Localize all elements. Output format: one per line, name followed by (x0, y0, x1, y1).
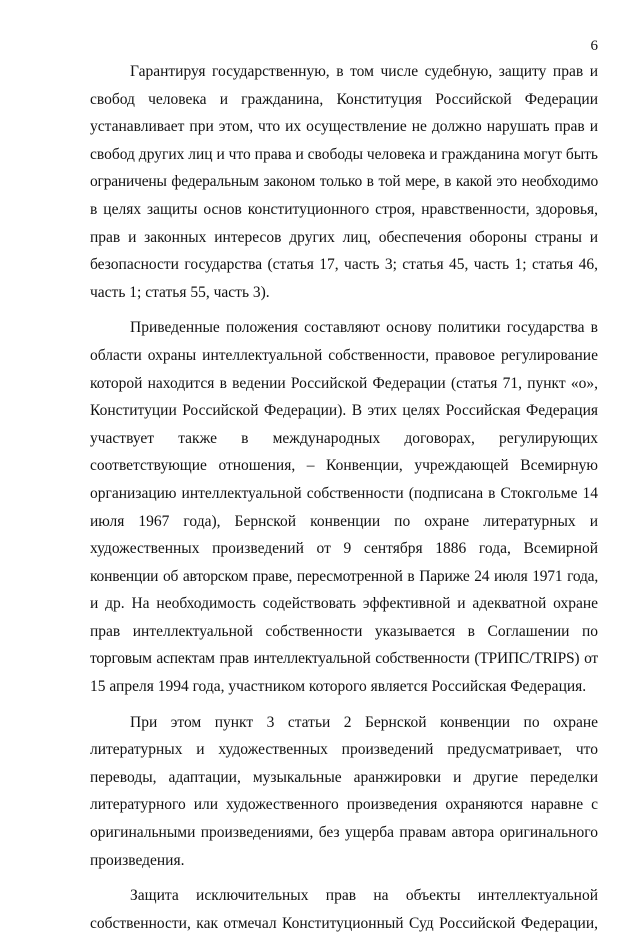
text-line: собственности, как отмечал Конституционный Суд Российской Федерации, (90, 914, 598, 932)
text-line: июля 1967 года), Бернской конвенции по охране литературных и (90, 512, 598, 530)
text-line: свобод других лиц и что права и свободы человека и гражданина могут быть (90, 145, 598, 163)
document-body (90, 58, 598, 937)
text-line: произведения. (90, 851, 185, 869)
text-line: литературных и художественных произведений предусматривает, что (90, 741, 598, 759)
text-line: свобод человека и гражданина, Конституция Российской Федерации (90, 90, 598, 108)
text-line: переводы, адаптации, музыкальные аранжировки и другие переделки (90, 768, 598, 786)
text-line: прав и законных интересов других лиц, обеспечения обороны страны и (90, 228, 598, 246)
page-number: 6 (590, 38, 598, 54)
text-line: которой находится в ведении Российской Федерации (статья 71, пункт «о», (90, 374, 598, 392)
paragraph (90, 314, 598, 700)
text-line: ограничены федеральным законом только в той мере, в какой это необходимо (90, 173, 598, 191)
text-line: Приведенные положения составляют основу политики государства в (130, 319, 598, 337)
text-line: соответствующие отношения, – Конвенции, учреждающей Всемирную (90, 457, 598, 475)
text-line: торговым аспектам прав интеллектуальной собственности (ТРИПС/TRIPS) от (90, 650, 598, 668)
paragraph (90, 882, 598, 937)
text-line: устанавливает при этом, что их осуществление не должно нарушать прав и (90, 118, 598, 136)
text-line: участвует также в международных договорах, регулирующих (90, 429, 598, 447)
text-line: литературного или художественного произведения охраняются наравне с (90, 796, 598, 814)
text-line: художественных произведений от 9 сентября 1886 года, Всемирной (90, 540, 598, 558)
paragraph (90, 709, 598, 875)
text-line: При этом пункт 3 статьи 2 Бернской конвенции по охране (130, 713, 598, 731)
text-line: часть 1; статья 55, часть 3). (90, 283, 270, 301)
text-line: безопасности государства (статья 17, часть 3; статья 45, часть 1; статья 46, (90, 256, 598, 274)
text-line: Гарантируя государственную, в том числе судебную, защиту прав и (130, 63, 598, 80)
text-line: области охраны интеллектуальной собственности, правовое регулирование (90, 346, 598, 364)
text-line: 15 апреля 1994 года, участником которого является Российская Федерация. (90, 678, 587, 696)
text-line: прав интеллектуальной собственности указывается в Соглашении по (90, 622, 598, 640)
text-line: конвенции об авторском праве, пересмотренной в Париже 24 июля 1971 года, (90, 567, 598, 585)
paragraph (90, 58, 598, 306)
text-line: Конституции Российской Федерации). В этих целях Российская Федерация (90, 402, 598, 420)
text-line: оригинальными произведениями, без ущерба правам автора оригинального (90, 824, 598, 842)
text-line: Защита исключительных прав на объекты интеллектуальной (130, 887, 598, 905)
text-line: организацию интеллектуальной собственности (подписана в Стокгольме 14 (90, 484, 598, 502)
text-line: в целях защиты основ конституционного строя, нравственности, здоровья, (90, 200, 598, 218)
text-line: и др. На необходимость содействовать эффективной и адекватной охране (90, 595, 598, 613)
